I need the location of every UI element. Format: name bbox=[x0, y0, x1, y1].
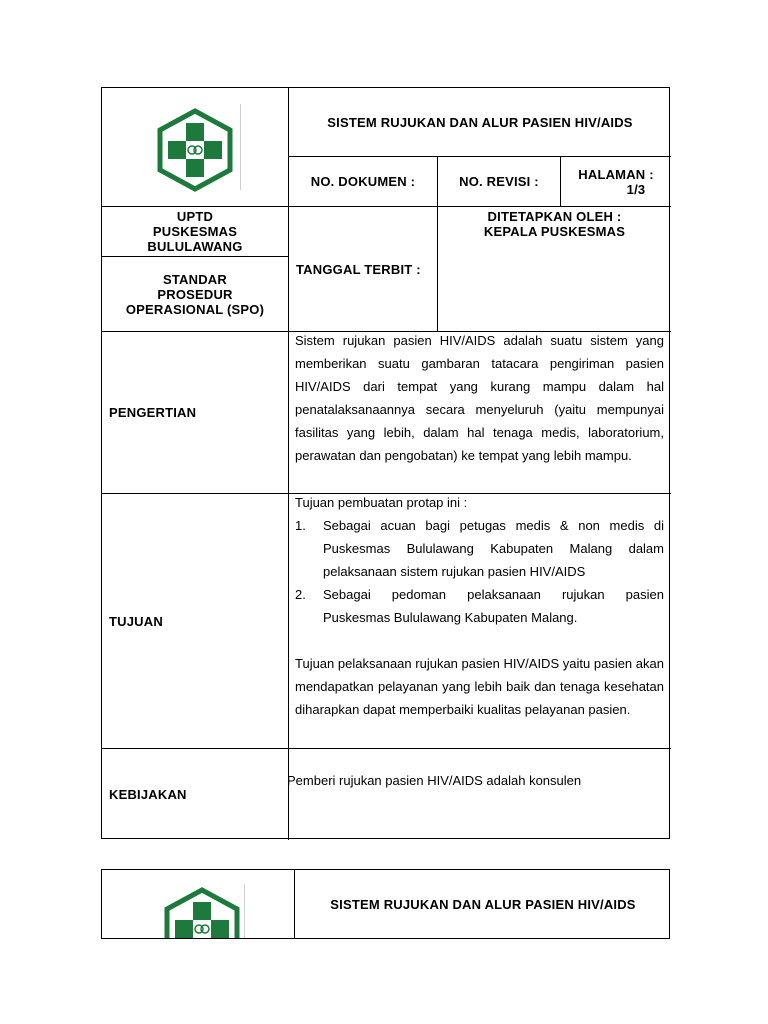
page2-title bbox=[294, 870, 671, 938]
halaman-cell bbox=[560, 156, 671, 206]
kebijakan-label: KEBIJAKAN bbox=[109, 787, 187, 802]
document-title bbox=[288, 88, 671, 156]
pengertian-label: PENGERTIAN bbox=[109, 405, 197, 420]
kebijakan-text: Pemberi rujukan pasien HIV/AIDS adalah konsulen bbox=[287, 773, 582, 788]
no-dokumen-cell bbox=[288, 156, 437, 206]
page2-document-table bbox=[101, 869, 670, 939]
no-revisi-cell bbox=[437, 156, 560, 206]
ditetapkan-cell bbox=[437, 206, 671, 331]
logo-divider bbox=[240, 104, 241, 190]
list-item-text: Sebagai acuan bagi petugas medis & non medis di Puskesmas Bululawang Kabupaten Malang dalam pelaksanaan sistem rujukan pasien HIV/AIDS bbox=[323, 518, 664, 579]
kebijakan-content-cell bbox=[288, 748, 671, 840]
puskesmas-logo-icon bbox=[162, 887, 242, 938]
spo-line-3: OPERASIONAL (SPO) bbox=[125, 301, 265, 317]
spo-line-1: STANDAR bbox=[163, 271, 227, 287]
tujuan-closing: Tujuan pelaksanaan rujukan pasien HIV/AIDS yaitu pasien akan mendapatkan pelayanan yang lebih baik dan tenaga kesehatan diharapkan dapat memperbaiki kualitas pelayanan pasien. bbox=[295, 656, 664, 717]
tujuan-label-cell bbox=[102, 493, 288, 748]
document-title-text: SISTEM RUJUKAN DAN ALUR PASIEN HIV/AIDS bbox=[327, 114, 633, 130]
ditetapkan-line-1: DITETAPKAN OLEH : bbox=[487, 209, 622, 224]
page2-logo-cell bbox=[102, 870, 294, 938]
tujuan-label: TUJUAN bbox=[109, 613, 163, 629]
pengertian-label-cell bbox=[102, 331, 288, 493]
logo-cell bbox=[102, 88, 288, 206]
list-item bbox=[295, 514, 664, 583]
puskesmas-logo-icon bbox=[155, 108, 235, 192]
spo-document-table bbox=[101, 87, 670, 839]
tanggal-terbit-cell bbox=[288, 206, 437, 331]
tujuan-content-cell bbox=[288, 493, 671, 748]
institution-line-2: PUSKESMAS bbox=[152, 224, 238, 239]
pengertian-content-cell bbox=[288, 331, 671, 493]
pengertian-text: Sistem rujukan pasien HIV/AIDS adalah suatu sistem yang memberikan suatu gambaran tatacara pengiriman pasien HIV/AIDS dari tempat yang kurang mampu dalam hal penatalaksanaannya secara menyeluruh (yaitu mempunyai fasilitas yang lebih, dalam hal tenaga medis, laboratorium, perawatan dan pengobatan) ke tempat yang lebih mampu. bbox=[295, 333, 664, 463]
halaman-value: 1/3 bbox=[626, 181, 646, 197]
list-item-number: 2. bbox=[295, 587, 306, 602]
ditetapkan-line-2: KEPALA PUSKESMAS bbox=[483, 224, 626, 239]
no-dokumen-label: NO. DOKUMEN : bbox=[310, 174, 416, 189]
logo-divider bbox=[244, 884, 245, 938]
institution-line-3: BULULAWANG bbox=[147, 239, 243, 254]
no-revisi-label: NO. REVISI : bbox=[459, 174, 539, 189]
kebijakan-label-cell bbox=[102, 748, 288, 840]
tujuan-intro: Tujuan pembuatan protap ini : bbox=[295, 495, 468, 510]
tanggal-terbit-label: TANGGAL TERBIT : bbox=[296, 261, 421, 277]
spo-cell bbox=[102, 256, 288, 331]
list-item bbox=[295, 583, 664, 629]
halaman-label: HALAMAN : bbox=[578, 166, 654, 182]
institution-cell bbox=[102, 206, 288, 256]
list-item-number: 1. bbox=[295, 518, 306, 533]
spo-line-2: PROSEDUR bbox=[157, 286, 233, 302]
page2-title-text: SISTEM RUJUKAN DAN ALUR PASIEN HIV/AIDS bbox=[330, 896, 636, 912]
institution-line-1: UPTD bbox=[176, 209, 214, 224]
list-item-text: Sebagai pedoman pelaksanaan rujukan pasien Puskesmas Bululawang Kabupaten Malang. bbox=[323, 587, 664, 625]
tujuan-list bbox=[295, 514, 664, 629]
